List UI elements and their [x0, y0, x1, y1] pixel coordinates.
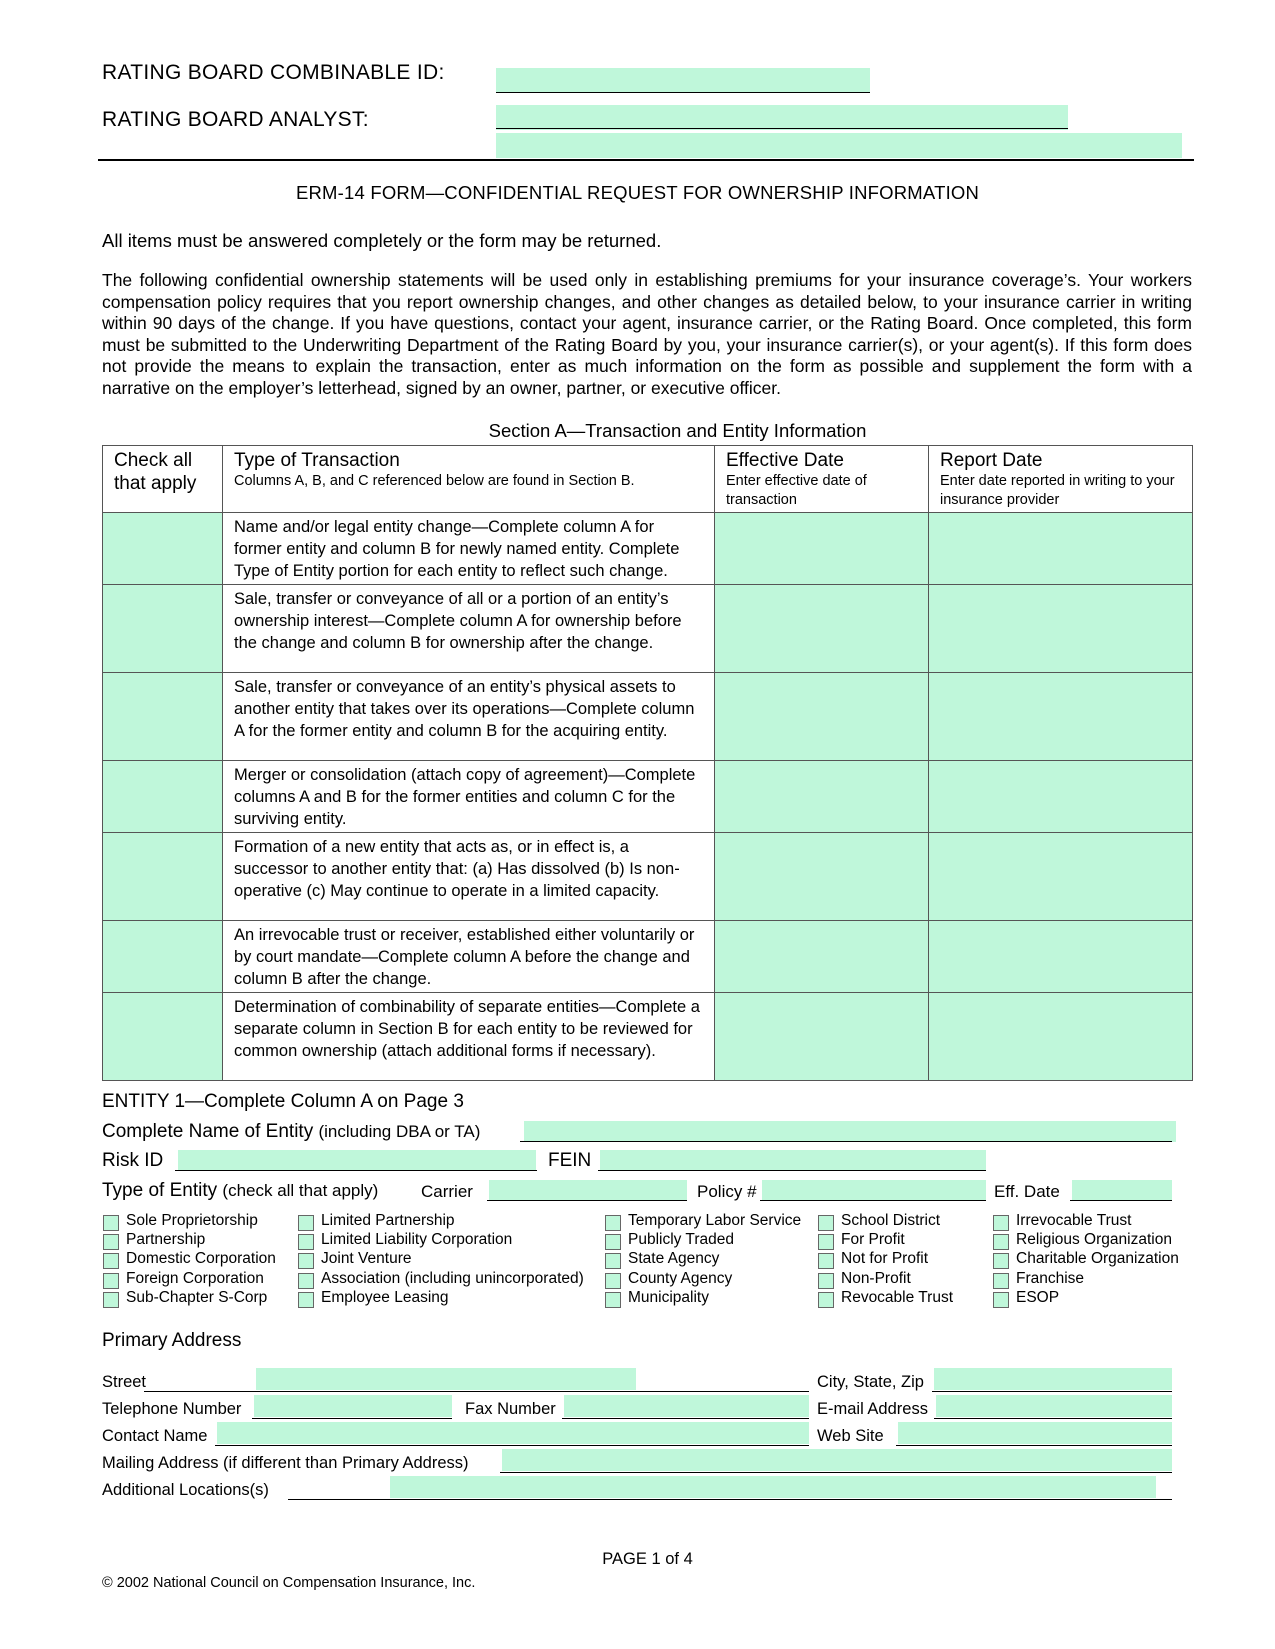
entity-type-checkbox[interactable]	[298, 1253, 314, 1269]
entity-type-checkbox[interactable]	[818, 1215, 834, 1231]
entity-type-checkbox[interactable]	[993, 1292, 1009, 1308]
eff-date-underline	[1070, 1200, 1172, 1201]
email-field[interactable]	[936, 1395, 1172, 1417]
entity-type-checkbox[interactable]	[993, 1253, 1009, 1269]
website-underline	[896, 1445, 1172, 1446]
mailing-address-underline	[500, 1472, 1172, 1473]
policy-label: Policy #	[697, 1182, 757, 1201]
row-7-report-date[interactable]	[929, 993, 1193, 1081]
intro-notice: All items must be answered completely or the form may be returned.	[102, 230, 662, 251]
header-effective	[715, 446, 929, 513]
row-2-description: Sale, transfer or conveyance of all or a portion of an entity’s ownership interest—Complete column A for ownership before the change and column B for ownership after the change.	[223, 585, 715, 673]
entity-type-option-label: Not for Profit	[841, 1250, 928, 1267]
entity-type-checkbox[interactable]	[818, 1292, 834, 1308]
entity-type-checkbox[interactable]	[605, 1234, 621, 1250]
street-label: Street	[102, 1373, 147, 1391]
combinable-id-label: RATING BOARD COMBINABLE ID:	[102, 61, 445, 84]
row-6-effective-date[interactable]	[715, 921, 929, 993]
entity-type-option-label: Franchise	[1016, 1270, 1085, 1287]
row-1-effective-date[interactable]	[715, 513, 929, 585]
analyst-label: RATING BOARD ANALYST:	[102, 108, 369, 131]
entity-type-option-label: Religious Organization	[1016, 1231, 1172, 1248]
row-5-description: Formation of a new entity that acts as, or in effect is, a successor to another entity that: (a) Has dissolved (b) Is non-operative (c) May continue to operate in a limited capacity.	[223, 833, 715, 921]
entity-type-option-label: Employee Leasing	[321, 1289, 449, 1306]
entity-type-option-label: Partnership	[126, 1231, 206, 1248]
entity-type-checkbox[interactable]	[605, 1292, 621, 1308]
page-number: PAGE 1 of 4	[602, 1550, 693, 1568]
analyst-underline	[496, 128, 1068, 129]
contact-name-field[interactable]	[217, 1422, 809, 1444]
entity-type-checkbox[interactable]	[605, 1253, 621, 1269]
row-6-report-date[interactable]	[929, 921, 1193, 993]
street-field[interactable]	[256, 1368, 636, 1390]
table-row	[103, 993, 1193, 1081]
entity-type-checkbox[interactable]	[993, 1234, 1009, 1250]
row-4-check[interactable]	[103, 761, 223, 833]
row-5-effective-date[interactable]	[715, 833, 929, 921]
entity-type-option-label: Publicly Traded	[628, 1231, 734, 1248]
header-type	[223, 446, 715, 513]
entity-type-option-label: Sole Proprietorship	[126, 1212, 258, 1229]
table-row	[103, 921, 1193, 993]
contact-name-label: Contact Name	[102, 1427, 208, 1445]
header-check-label: Check all that apply	[114, 450, 197, 494]
table-row	[103, 585, 1193, 673]
eff-date-label: Eff. Date	[994, 1182, 1060, 1201]
entity-type-option-label: Foreign Corporation	[126, 1270, 264, 1287]
carrier-label: Carrier	[421, 1182, 473, 1201]
row-3-check[interactable]	[103, 673, 223, 761]
risk-id-underline	[175, 1170, 537, 1171]
entity-name-hint: (including DBA or TA)	[318, 1122, 481, 1141]
contact-name-underline	[215, 1445, 809, 1446]
additional-locations-label: Additional Locations(s)	[102, 1481, 269, 1499]
row-1-check[interactable]	[103, 513, 223, 585]
entity-type-checkbox[interactable]	[103, 1273, 119, 1289]
entity-name-label	[102, 1121, 480, 1143]
entity-type-option-label: Charitable Organization	[1016, 1250, 1179, 1267]
header-effective-label: Effective Date	[726, 450, 844, 471]
transaction-table	[102, 445, 1193, 1081]
entity-type-option-label: Joint Venture	[321, 1250, 412, 1267]
carrier-field[interactable]	[489, 1180, 687, 1201]
street-underline	[144, 1391, 809, 1392]
address-heading: Primary Address	[102, 1330, 242, 1351]
entity-type-hint: (check all that apply)	[222, 1181, 379, 1200]
row-4-effective-date[interactable]	[715, 761, 929, 833]
telephone-field[interactable]	[254, 1395, 452, 1417]
entity-type-option-label: Limited Partnership	[321, 1212, 455, 1229]
row-4-report-date[interactable]	[929, 761, 1193, 833]
table-row	[103, 761, 1193, 833]
entity-type-option-label: County Agency	[628, 1270, 733, 1287]
header-report-sub: Enter date reported in writing to your insurance provider	[940, 473, 1175, 508]
fein-field[interactable]	[600, 1150, 986, 1171]
header-report-label: Report Date	[940, 450, 1043, 471]
fein-label: FEIN	[548, 1150, 592, 1171]
header-type-label: Type of Transaction	[234, 450, 400, 471]
row-4-description: Merger or consolidation (attach copy of agreement)—Complete columns A and B for the former entities and column C for the surviving entity.	[223, 761, 715, 833]
entity-type-label	[102, 1180, 378, 1202]
additional-locations-field[interactable]	[390, 1476, 1156, 1498]
entity-type-checkbox[interactable]	[818, 1234, 834, 1250]
analyst-field-2[interactable]	[496, 133, 1182, 158]
entity-type-option-label: For Profit	[841, 1231, 905, 1248]
entity-type-option-label: Non-Profit	[841, 1270, 911, 1287]
telephone-underline	[252, 1418, 452, 1419]
entity-type-checkbox[interactable]	[103, 1215, 119, 1231]
entity-type-option-label: Temporary Labor Service	[628, 1212, 802, 1229]
entity-type-checkbox[interactable]	[103, 1253, 119, 1269]
entity-type-checkbox[interactable]	[298, 1292, 314, 1308]
header-check	[103, 446, 223, 513]
entity-type-option-label: ESOP	[1016, 1289, 1060, 1306]
policy-field[interactable]	[762, 1180, 986, 1201]
header-report	[929, 446, 1193, 513]
row-5-check[interactable]	[103, 833, 223, 921]
row-3-report-date[interactable]	[929, 673, 1193, 761]
header-effective-sub: Enter effective date of transaction	[726, 473, 867, 508]
fein-underline	[598, 1170, 986, 1171]
entity-type-option-label: Association (including unincorporated)	[321, 1270, 584, 1287]
entity-type-option-label: Revocable Trust	[841, 1289, 953, 1306]
table-row	[103, 513, 1193, 585]
entity-type-option-label: Domestic Corporation	[126, 1250, 276, 1267]
city-state-zip-label: City, State, Zip	[817, 1373, 924, 1391]
entity-type-option-label: Limited Liability Corporation	[321, 1231, 513, 1248]
entity-name-underline	[520, 1141, 1172, 1142]
section-a-title: Section A—Transaction and Entity Information	[488, 420, 867, 441]
row-7-effective-date[interactable]	[715, 993, 929, 1081]
email-underline	[934, 1418, 1172, 1419]
entity-heading: ENTITY 1—Complete Column A on Page 3	[102, 1091, 464, 1112]
analyst-field[interactable]	[496, 105, 1068, 130]
row-1-report-date[interactable]	[929, 513, 1193, 585]
row-1-description: Name and/or legal entity change—Complete column A for former entity and column B for newly named entity. Complete Type of Entity portion for each entity to reflect such change.	[223, 513, 715, 585]
city-state-zip-field[interactable]	[934, 1368, 1172, 1390]
mailing-address-label: Mailing Address (if different than Primary Address)	[102, 1454, 469, 1472]
eff-date-field[interactable]	[1072, 1180, 1172, 1201]
copyright: © 2002 National Council on Compensation Insurance, Inc.	[102, 1575, 476, 1591]
entity-type-label-text: Type of Entity	[102, 1180, 218, 1201]
policy-underline	[760, 1200, 986, 1201]
entity-type-checkbox[interactable]	[605, 1215, 621, 1231]
entity-type-checkbox[interactable]	[103, 1234, 119, 1250]
entity-name-label-text: Complete Name of Entity	[102, 1121, 314, 1142]
mailing-address-field[interactable]	[502, 1449, 1172, 1471]
entity-type-option-label: Municipality	[628, 1289, 709, 1306]
row-2-effective-date[interactable]	[715, 585, 929, 673]
entity-type-option-label: School District	[841, 1212, 941, 1229]
row-7-check[interactable]	[103, 993, 223, 1081]
entity-type-checkbox[interactable]	[993, 1215, 1009, 1231]
entity-type-checkbox[interactable]	[298, 1273, 314, 1289]
risk-id-field[interactable]	[178, 1150, 536, 1171]
entity-type-checkbox[interactable]	[818, 1253, 834, 1269]
entity-type-checkbox[interactable]	[993, 1273, 1009, 1289]
table-row	[103, 673, 1193, 761]
intro-paragraph: The following confidential ownership statements will be used only in establishing premiums for your insurance coverage’s. Your workers compensation policy requires that you report ownership changes, and other changes as detailed below, to your insurance carrier in writing within 90 days of the change. If you have questions, contact your agent, insurance carrier, or the Rating Board. Once completed, this form must be submitted to the Underwriting Department of the Rating Board by you, your insurance carrier(s), or your agent(s). If this form does not provide the means to explain the transaction, enter as much information on the form as possible and supplement the form with a narrative on the employer’s letterhead, signed by an owner, partner, or executive officer.	[102, 270, 1192, 398]
fax-underline	[562, 1418, 809, 1419]
combinable-id-field[interactable]	[496, 68, 870, 93]
entity-type-checkbox[interactable]	[298, 1234, 314, 1250]
carrier-underline	[487, 1200, 687, 1201]
risk-id-label: Risk ID	[102, 1150, 164, 1171]
header-divider	[98, 159, 1194, 161]
row-7-description: Determination of combinability of separate entities—Complete a separate column in Section B for each entity to be reviewed for common ownership (attach additional forms if necessary).	[223, 993, 715, 1081]
table-row	[103, 833, 1193, 921]
entity-type-option-label: Irrevocable Trust	[1016, 1212, 1132, 1229]
form-title: ERM-14 FORM—CONFIDENTIAL REQUEST FOR OWNERSHIP INFORMATION	[295, 182, 980, 203]
row-2-report-date[interactable]	[929, 585, 1193, 673]
combinable-id-underline	[496, 92, 870, 93]
fax-label: Fax Number	[465, 1400, 556, 1418]
entity-type-checkbox[interactable]	[298, 1215, 314, 1231]
fax-field[interactable]	[564, 1395, 809, 1417]
row-5-report-date[interactable]	[929, 833, 1193, 921]
header-type-sub: Columns A, B, and C referenced below are found in Section B.	[234, 473, 635, 489]
additional-locations-underline	[288, 1499, 1172, 1500]
email-label: E-mail Address	[817, 1400, 928, 1418]
entity-type-checkbox[interactable]	[818, 1273, 834, 1289]
telephone-label: Telephone Number	[102, 1400, 242, 1418]
row-6-description: An irrevocable trust or receiver, established either voluntarily or by court mandate—Complete column A before the change and column B after the change.	[223, 921, 715, 993]
entity-type-option-label: State Agency	[628, 1250, 720, 1267]
row-6-check[interactable]	[103, 921, 223, 993]
website-field[interactable]	[898, 1422, 1172, 1444]
entity-type-checkbox[interactable]	[605, 1273, 621, 1289]
entity-type-checkbox[interactable]	[103, 1292, 119, 1308]
row-2-check[interactable]	[103, 585, 223, 673]
table-header-row	[103, 446, 1193, 513]
entity-type-option-label: Sub-Chapter S-Corp	[126, 1289, 268, 1306]
row-3-effective-date[interactable]	[715, 673, 929, 761]
website-label: Web Site	[817, 1427, 884, 1445]
entity-name-field[interactable]	[524, 1121, 1176, 1142]
city-state-zip-underline	[932, 1391, 1172, 1392]
row-3-description: Sale, transfer or conveyance of an entity’s physical assets to another entity that takes over its operations—Complete column A for the former entity and column B for the acquiring entity.	[223, 673, 715, 761]
